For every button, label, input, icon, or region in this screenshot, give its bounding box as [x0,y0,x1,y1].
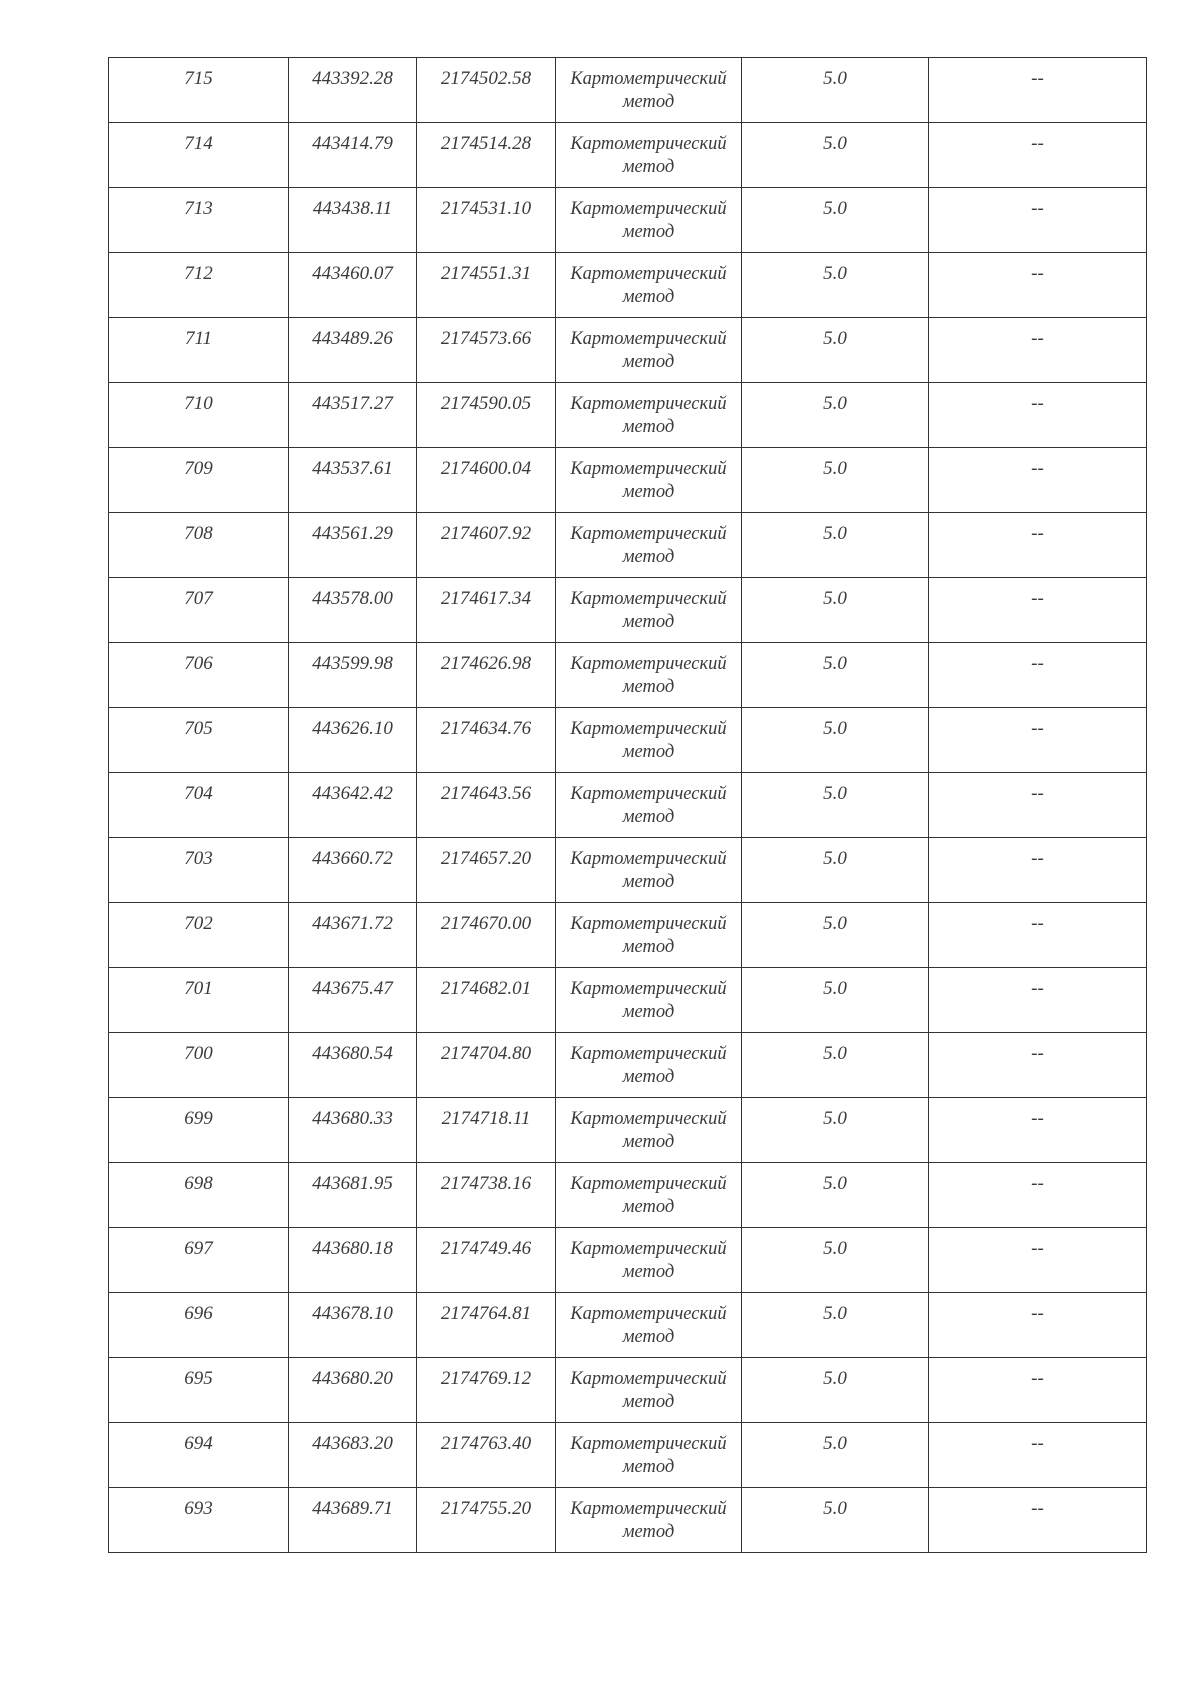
note-cell: -- [929,1293,1147,1358]
y-coordinate-cell: 2174718.11 [417,1098,556,1163]
y-coordinate-cell: 2174551.31 [417,253,556,318]
method-line-2: метод [622,677,675,697]
method-line-1: Картометрический [570,784,727,804]
table-row [109,773,1147,838]
method-line-2: метод [622,417,675,437]
method-line-1: Картометрический [570,1109,727,1129]
method-line-1: Картометрический [570,134,727,154]
note-cell: -- [929,1098,1147,1163]
method-cell [556,1293,742,1358]
method-line-2: метод [622,352,675,372]
y-coordinate-cell: 2174764.81 [417,1293,556,1358]
y-coordinate-cell: 2174763.40 [417,1423,556,1488]
table-row [109,1293,1147,1358]
x-coordinate-cell: 443561.29 [289,513,417,578]
accuracy-cell: 5.0 [742,773,929,838]
method-cell [556,383,742,448]
note-cell: -- [929,903,1147,968]
point-number-cell: 713 [109,188,289,253]
method-line-1: Картометрический [570,1239,727,1259]
y-coordinate-cell: 2174769.12 [417,1358,556,1423]
note-cell: -- [929,1488,1147,1553]
accuracy-cell: 5.0 [742,838,929,903]
accuracy-cell: 5.0 [742,708,929,773]
method-cell [556,1228,742,1293]
point-number-cell: 709 [109,448,289,513]
table-row [109,448,1147,513]
method-line-2: метод [622,547,675,567]
note-cell: -- [929,188,1147,253]
method-cell [556,188,742,253]
accuracy-cell: 5.0 [742,1098,929,1163]
table-row [109,383,1147,448]
note-cell: -- [929,1228,1147,1293]
x-coordinate-cell: 443680.33 [289,1098,417,1163]
x-coordinate-cell: 443537.61 [289,448,417,513]
x-coordinate-cell: 443517.27 [289,383,417,448]
method-cell [556,1098,742,1163]
x-coordinate-cell: 443680.54 [289,1033,417,1098]
table-row [109,708,1147,773]
x-coordinate-cell: 443414.79 [289,123,417,188]
method-line-2: метод [622,157,675,177]
table-row [109,968,1147,1033]
point-number-cell: 696 [109,1293,289,1358]
note-cell: -- [929,1423,1147,1488]
method-cell [556,1488,742,1553]
method-line-1: Картометрический [570,589,727,609]
method-cell [556,253,742,318]
note-cell: -- [929,708,1147,773]
accuracy-cell: 5.0 [742,253,929,318]
method-line-2: метод [622,1327,675,1347]
method-cell [556,1423,742,1488]
x-coordinate-cell: 443675.47 [289,968,417,1033]
y-coordinate-cell: 2174502.58 [417,58,556,123]
x-coordinate-cell: 443681.95 [289,1163,417,1228]
table-row [109,1098,1147,1163]
method-line-1: Картометрический [570,1369,727,1389]
point-number-cell: 693 [109,1488,289,1553]
note-cell: -- [929,253,1147,318]
x-coordinate-cell: 443489.26 [289,318,417,383]
method-line-1: Картометрический [570,979,727,999]
table-row [109,1033,1147,1098]
accuracy-cell: 5.0 [742,1423,929,1488]
point-number-cell: 714 [109,123,289,188]
y-coordinate-cell: 2174626.98 [417,643,556,708]
method-line-1: Картометрический [570,459,727,479]
method-line-2: метод [622,807,675,827]
accuracy-cell: 5.0 [742,1488,929,1553]
y-coordinate-cell: 2174682.01 [417,968,556,1033]
x-coordinate-cell: 443599.98 [289,643,417,708]
method-cell [556,1163,742,1228]
accuracy-cell: 5.0 [742,1163,929,1228]
accuracy-cell: 5.0 [742,318,929,383]
y-coordinate-cell: 2174573.66 [417,318,556,383]
x-coordinate-cell: 443626.10 [289,708,417,773]
y-coordinate-cell: 2174617.34 [417,578,556,643]
method-line-2: метод [622,1262,675,1282]
y-coordinate-cell: 2174704.80 [417,1033,556,1098]
table-row [109,318,1147,383]
method-line-2: метод [622,937,675,957]
table-row [109,58,1147,123]
x-coordinate-cell: 443438.11 [289,188,417,253]
x-coordinate-cell: 443671.72 [289,903,417,968]
method-line-2: метод [622,872,675,892]
accuracy-cell: 5.0 [742,643,929,708]
method-line-2: метод [622,287,675,307]
table-row [109,513,1147,578]
table-row [109,1228,1147,1293]
method-cell [556,578,742,643]
y-coordinate-cell: 2174607.92 [417,513,556,578]
method-line-2: метод [622,222,675,242]
accuracy-cell: 5.0 [742,448,929,513]
method-line-1: Картометрический [570,524,727,544]
method-line-1: Картометрический [570,264,727,284]
method-line-1: Картометрический [570,1174,727,1194]
point-number-cell: 712 [109,253,289,318]
y-coordinate-cell: 2174514.28 [417,123,556,188]
method-line-1: Картометрический [570,1304,727,1324]
accuracy-cell: 5.0 [742,1228,929,1293]
accuracy-cell: 5.0 [742,188,929,253]
point-number-cell: 703 [109,838,289,903]
table-row [109,838,1147,903]
method-cell [556,773,742,838]
x-coordinate-cell: 443680.18 [289,1228,417,1293]
note-cell: -- [929,1033,1147,1098]
note-cell: -- [929,968,1147,1033]
x-coordinate-cell: 443642.42 [289,773,417,838]
accuracy-cell: 5.0 [742,1033,929,1098]
method-line-2: метод [622,742,675,762]
method-line-2: метод [622,482,675,502]
x-coordinate-cell: 443578.00 [289,578,417,643]
method-line-2: метод [622,612,675,632]
table-row [109,1423,1147,1488]
point-number-cell: 698 [109,1163,289,1228]
y-coordinate-cell: 2174634.76 [417,708,556,773]
point-number-cell: 704 [109,773,289,838]
note-cell: -- [929,1163,1147,1228]
method-cell [556,838,742,903]
accuracy-cell: 5.0 [742,123,929,188]
x-coordinate-cell: 443680.20 [289,1358,417,1423]
method-cell [556,1358,742,1423]
method-line-1: Картометрический [570,654,727,674]
table-row [109,903,1147,968]
method-line-1: Картометрический [570,914,727,934]
accuracy-cell: 5.0 [742,968,929,1033]
coordinates-table [108,57,1147,1553]
y-coordinate-cell: 2174600.04 [417,448,556,513]
method-line-1: Картометрический [570,199,727,219]
method-cell [556,448,742,513]
method-line-1: Картометрический [570,1434,727,1454]
table-row [109,1358,1147,1423]
method-line-2: метод [622,1457,675,1477]
method-cell [556,903,742,968]
table-row [109,578,1147,643]
x-coordinate-cell: 443678.10 [289,1293,417,1358]
point-number-cell: 706 [109,643,289,708]
coordinates-table-body [109,58,1147,1553]
table-row [109,1163,1147,1228]
method-cell [556,58,742,123]
method-cell [556,318,742,383]
point-number-cell: 711 [109,318,289,383]
accuracy-cell: 5.0 [742,513,929,578]
x-coordinate-cell: 443660.72 [289,838,417,903]
point-number-cell: 700 [109,1033,289,1098]
point-number-cell: 708 [109,513,289,578]
accuracy-cell: 5.0 [742,578,929,643]
table-row [109,643,1147,708]
y-coordinate-cell: 2174590.05 [417,383,556,448]
method-cell [556,513,742,578]
x-coordinate-cell: 443689.71 [289,1488,417,1553]
note-cell: -- [929,643,1147,708]
method-line-1: Картометрический [570,329,727,349]
y-coordinate-cell: 2174657.20 [417,838,556,903]
note-cell: -- [929,1358,1147,1423]
y-coordinate-cell: 2174531.10 [417,188,556,253]
point-number-cell: 697 [109,1228,289,1293]
note-cell: -- [929,58,1147,123]
table-row [109,123,1147,188]
note-cell: -- [929,838,1147,903]
y-coordinate-cell: 2174755.20 [417,1488,556,1553]
y-coordinate-cell: 2174738.16 [417,1163,556,1228]
method-cell [556,968,742,1033]
x-coordinate-cell: 443683.20 [289,1423,417,1488]
point-number-cell: 694 [109,1423,289,1488]
method-cell [556,643,742,708]
method-line-1: Картометрический [570,1499,727,1519]
accuracy-cell: 5.0 [742,58,929,123]
method-line-2: метод [622,1067,675,1087]
method-line-1: Картометрический [570,69,727,89]
method-line-1: Картометрический [570,719,727,739]
point-number-cell: 699 [109,1098,289,1163]
method-line-2: метод [622,1392,675,1412]
x-coordinate-cell: 443460.07 [289,253,417,318]
method-line-2: метод [622,1132,675,1152]
point-number-cell: 701 [109,968,289,1033]
note-cell: -- [929,773,1147,838]
method-line-2: метод [622,1002,675,1022]
method-line-1: Картометрический [570,849,727,869]
accuracy-cell: 5.0 [742,1358,929,1423]
y-coordinate-cell: 2174643.56 [417,773,556,838]
y-coordinate-cell: 2174670.00 [417,903,556,968]
point-number-cell: 705 [109,708,289,773]
note-cell: -- [929,318,1147,383]
y-coordinate-cell: 2174749.46 [417,1228,556,1293]
method-cell [556,708,742,773]
method-line-1: Картометрический [570,1044,727,1064]
table-row [109,1488,1147,1553]
point-number-cell: 702 [109,903,289,968]
note-cell: -- [929,578,1147,643]
method-line-2: метод [622,92,675,112]
method-cell [556,1033,742,1098]
note-cell: -- [929,383,1147,448]
note-cell: -- [929,123,1147,188]
method-line-1: Картометрический [570,394,727,414]
table-row [109,253,1147,318]
point-number-cell: 710 [109,383,289,448]
note-cell: -- [929,448,1147,513]
note-cell: -- [929,513,1147,578]
point-number-cell: 695 [109,1358,289,1423]
method-line-2: метод [622,1197,675,1217]
method-line-2: метод [622,1522,675,1542]
point-number-cell: 707 [109,578,289,643]
accuracy-cell: 5.0 [742,1293,929,1358]
accuracy-cell: 5.0 [742,903,929,968]
point-number-cell: 715 [109,58,289,123]
x-coordinate-cell: 443392.28 [289,58,417,123]
table-row [109,188,1147,253]
accuracy-cell: 5.0 [742,383,929,448]
method-cell [556,123,742,188]
